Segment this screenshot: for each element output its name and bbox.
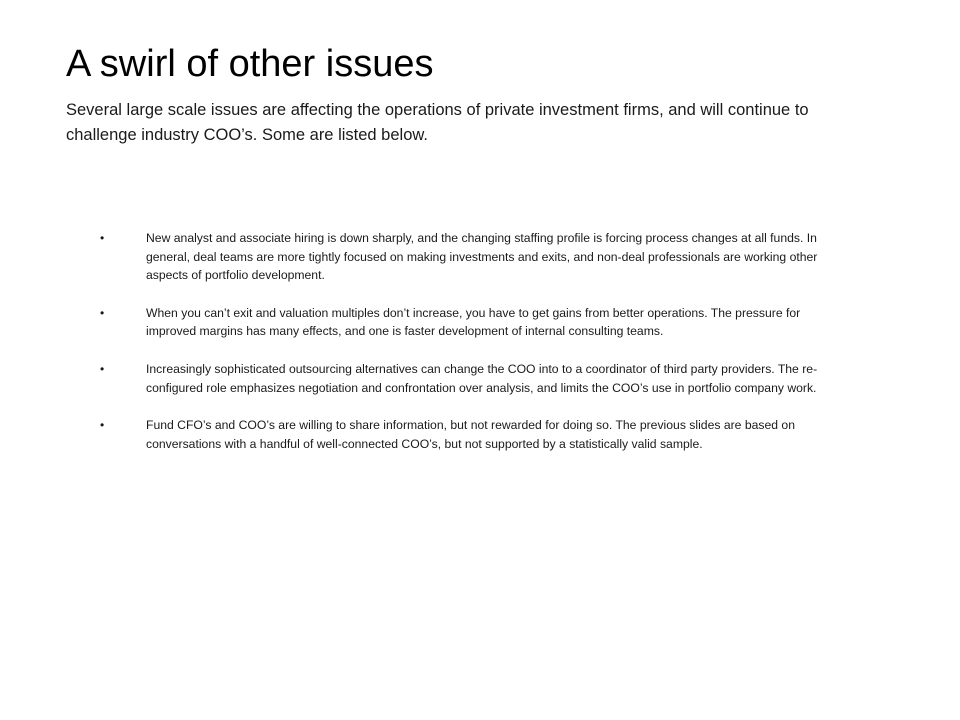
bullet-text: Fund CFO’s and COO’s are willing to share information, but not rewarded for doing so. The previous slides are based on conversations with a handful of well-connected COO’s, but not supported by a statistically valid sample. — [146, 418, 795, 451]
bullet-list — [100, 229, 840, 472]
bullet-item — [100, 416, 840, 453]
bullet-marker: • — [100, 418, 105, 433]
bullet-item — [100, 360, 840, 397]
slide-title: A swirl of other issues — [66, 43, 434, 85]
bullet-item — [100, 229, 840, 285]
bullet-text: When you can’t exit and valuation multiples don’t increase, you have to get gains from better operations. The pressure for improved margins has many effects, and one is faster development of internal consulting teams. — [146, 305, 801, 339]
bullet-item — [100, 304, 840, 341]
bullet-text: Increasingly sophisticated outsourcing alternatives can change the COO into to a coordinator of third party providers. The re-configured role emphasizes negotiation and confrontation over analysis, and limits the COO’s use in portfolio company work. — [146, 361, 818, 395]
bullet-text: New analyst and associate hiring is down sharply, and the changing staffing profile is forcing process changes at all funds. In general, deal teams are more tightly focused on making investments and exits, and non-deal professionals are working other aspects of portfolio development. — [146, 231, 818, 283]
slide-subtitle: Several large scale issues are affecting the operations of private investment firms, and will continue to challenge industry COO’s. Some are listed below. — [66, 101, 809, 144]
bullet-marker: • — [100, 305, 105, 320]
bullet-marker: • — [100, 361, 105, 376]
bullet-marker: • — [100, 231, 105, 245]
